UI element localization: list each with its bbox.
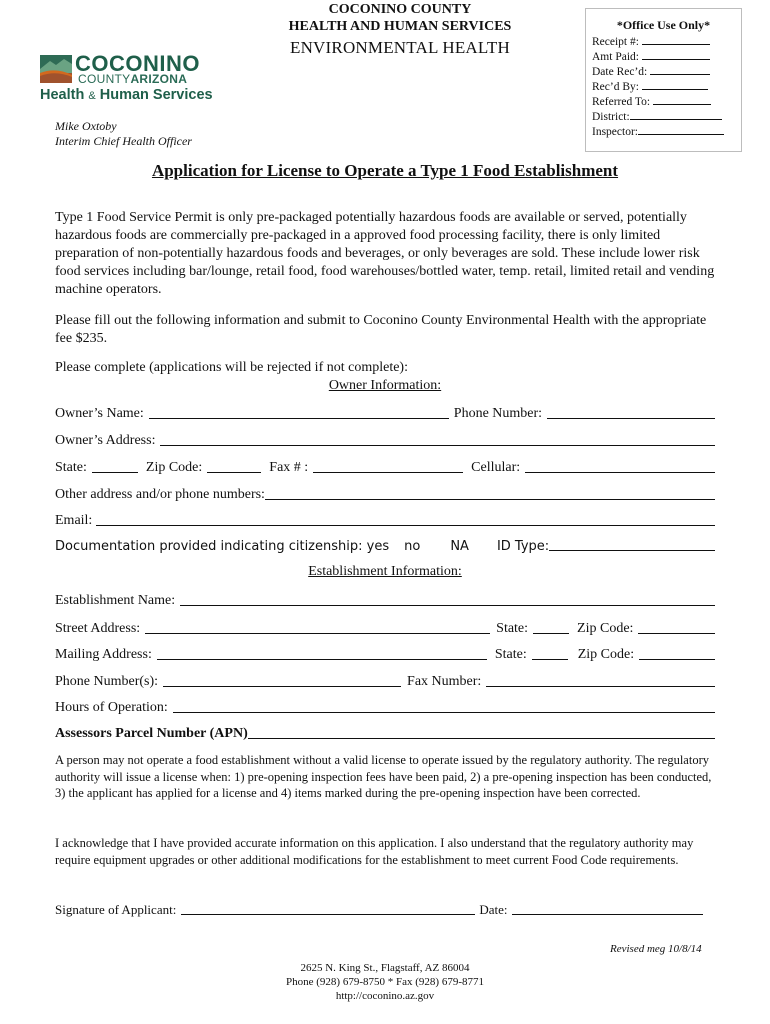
office-date-recd: Date Rec’d: bbox=[592, 63, 741, 78]
footer-phone: Phone (928) 679-8750 * Fax (928) 679-8771 bbox=[286, 976, 484, 988]
logo-county-arizona: COUNTYARIZONA bbox=[78, 72, 188, 86]
owner-phone-field[interactable] bbox=[547, 417, 715, 419]
office-recd-by: Rec’d By: bbox=[592, 78, 741, 93]
street-zip-label: Zip Code: bbox=[577, 621, 634, 636]
owner-address-field[interactable] bbox=[160, 444, 715, 446]
citizenship-id-type-field[interactable] bbox=[549, 549, 715, 551]
office-amt-paid: Amt Paid: bbox=[592, 48, 741, 63]
owner-address-row bbox=[55, 431, 715, 449]
intro-paragraph: Type 1 Food Service Permit is only pre-packaged potentially hazardous foods are available or served, potentially hazardous foods are commercially pre-packaged in a approved food processing facility, there is only limited preparation of non-potentially hazardous foods and beverages, or only beverages are sold. These include lower risk food services including bar/lounge, retail food, food warehouses/bottled water, temp. retail, limited retail and vending machine operators. bbox=[55, 210, 715, 297]
mailing-state-field[interactable] bbox=[532, 658, 568, 660]
office-use-box bbox=[585, 8, 742, 152]
mailing-state-label: State: bbox=[494, 647, 527, 662]
owner-cell-field[interactable] bbox=[525, 471, 715, 473]
header-division: ENVIRONMENTAL HEALTH bbox=[290, 38, 510, 57]
citizenship-row bbox=[55, 536, 715, 554]
mailing-address-field[interactable] bbox=[157, 658, 487, 660]
owner-other-field[interactable] bbox=[265, 498, 715, 500]
hours-row bbox=[55, 698, 715, 716]
street-address-field[interactable] bbox=[145, 632, 490, 634]
health-officer bbox=[55, 119, 192, 149]
citizenship-na[interactable]: NA bbox=[450, 539, 469, 554]
license-notice: A person may not operate a food establishment without a valid license to operate issued by the regulatory authority. The regulatory authority will issue a license when: 1) pre-opening inspection fees have been paid, 2) a pre-opening inspection has been conducted, 3) the applicant has applied for a license and 4) items marked during the pre-opening inspection have been corrected. bbox=[55, 753, 712, 800]
owner-state-field[interactable] bbox=[92, 471, 138, 473]
date-label: Date: bbox=[479, 902, 508, 917]
establishment-name-field[interactable] bbox=[180, 604, 715, 606]
establishment-phone-row bbox=[55, 672, 715, 690]
owner-other-row bbox=[55, 485, 715, 503]
owner-name-label: Owner’s Name: bbox=[55, 406, 144, 421]
header-county: COCONINO COUNTY bbox=[328, 2, 472, 17]
establishment-name-label: Establishment Name: bbox=[55, 593, 176, 608]
owner-zip-field[interactable] bbox=[207, 471, 261, 473]
footer-address: 2625 N. King St., Flagstaff, AZ 86004 bbox=[300, 962, 470, 974]
acknowledgement: I acknowledge that I have provided accurate information on this application. I also understand that the regulatory authority may require equipment upgrades or other additional modifications for the establishment to meet current Food Code requirements. bbox=[55, 836, 694, 867]
logo-wordmark: COCONINO bbox=[75, 51, 200, 76]
establishment-fax-label: Fax Number: bbox=[407, 674, 482, 689]
owner-name-row bbox=[55, 404, 715, 422]
establishment-fax-field[interactable] bbox=[486, 685, 715, 687]
signature-field[interactable] bbox=[181, 913, 475, 915]
establishment-phone-field[interactable] bbox=[163, 685, 401, 687]
office-receipt: Receipt #: bbox=[592, 33, 741, 48]
hours-field[interactable] bbox=[173, 711, 715, 713]
office-referred-to: Referred To: bbox=[592, 93, 741, 108]
apn-label: Assessors Parcel Number (APN) bbox=[55, 726, 248, 741]
street-zip-field[interactable] bbox=[638, 632, 715, 634]
mailing-zip-field[interactable] bbox=[639, 658, 715, 660]
office-district: District: bbox=[592, 108, 741, 123]
footer bbox=[0, 961, 770, 1003]
signature-row bbox=[55, 900, 703, 918]
owner-email-label: Email: bbox=[55, 513, 93, 528]
complete-note: Please complete (applications will be rejected if not complete): bbox=[55, 360, 408, 375]
owner-state-label: State: bbox=[55, 460, 87, 475]
street-state-field[interactable] bbox=[533, 632, 569, 634]
street-address-row bbox=[55, 619, 715, 637]
signature-label: Signature of Applicant: bbox=[55, 902, 177, 917]
office-use-title: *Office Use Only* bbox=[616, 18, 711, 32]
owner-email-field[interactable] bbox=[96, 524, 715, 526]
office-inspector: Inspector: bbox=[592, 123, 741, 138]
citizenship-id-type-label: ID Type: bbox=[496, 539, 550, 554]
citizenship-no[interactable]: no bbox=[404, 539, 421, 554]
owner-zip-label: Zip Code: bbox=[145, 460, 203, 475]
apn-row bbox=[55, 724, 715, 742]
instructions-paragraph: Please fill out the following information and submit to Coconino County Environmental Health with the appropriate fee $235. bbox=[55, 313, 707, 346]
owner-cell-label: Cellular: bbox=[471, 460, 521, 475]
header-department: HEALTH AND HUMAN SERVICES bbox=[288, 19, 512, 34]
date-field[interactable] bbox=[512, 913, 703, 915]
establishment-name-row bbox=[55, 591, 715, 609]
hours-label: Hours of Operation: bbox=[55, 700, 168, 715]
revision-note: Revised meg 10/8/14 bbox=[610, 943, 702, 955]
owner-phone-label: Phone Number: bbox=[453, 406, 543, 421]
owner-name-field[interactable] bbox=[149, 417, 449, 419]
mountain-logo-icon bbox=[40, 55, 72, 83]
street-state-label: State: bbox=[496, 621, 529, 636]
owner-info-heading: Owner Information: bbox=[328, 378, 442, 393]
establishment-info-heading: Establishment Information: bbox=[308, 564, 462, 579]
owner-address-label: Owner’s Address: bbox=[55, 433, 156, 448]
officer-name: Mike Oxtoby bbox=[55, 119, 117, 133]
owner-fax-field[interactable] bbox=[313, 471, 463, 473]
form-title: Application for License to Operate a Type 1 Food Establishment bbox=[151, 161, 619, 180]
coconino-logo bbox=[40, 53, 215, 109]
owner-email-row bbox=[55, 511, 715, 529]
logo-hhs: Health & Human Services bbox=[40, 87, 213, 103]
owner-other-label: Other address and/or phone numbers: bbox=[55, 487, 265, 502]
owner-state-row bbox=[55, 458, 715, 476]
apn-field[interactable] bbox=[248, 737, 715, 739]
owner-fax-label: Fax # : bbox=[269, 460, 309, 475]
footer-website[interactable]: http://coconino.az.gov bbox=[335, 990, 435, 1002]
mailing-address-row bbox=[55, 645, 715, 663]
mailing-zip-label: Zip Code: bbox=[577, 647, 635, 662]
street-address-label: Street Address: bbox=[55, 621, 141, 636]
mailing-address-label: Mailing Address: bbox=[55, 647, 152, 662]
citizenship-label: Documentation provided indicating citizenship: yes bbox=[55, 539, 390, 554]
establishment-phone-label: Phone Number(s): bbox=[55, 674, 159, 689]
officer-title: Interim Chief Health Officer bbox=[55, 134, 192, 148]
